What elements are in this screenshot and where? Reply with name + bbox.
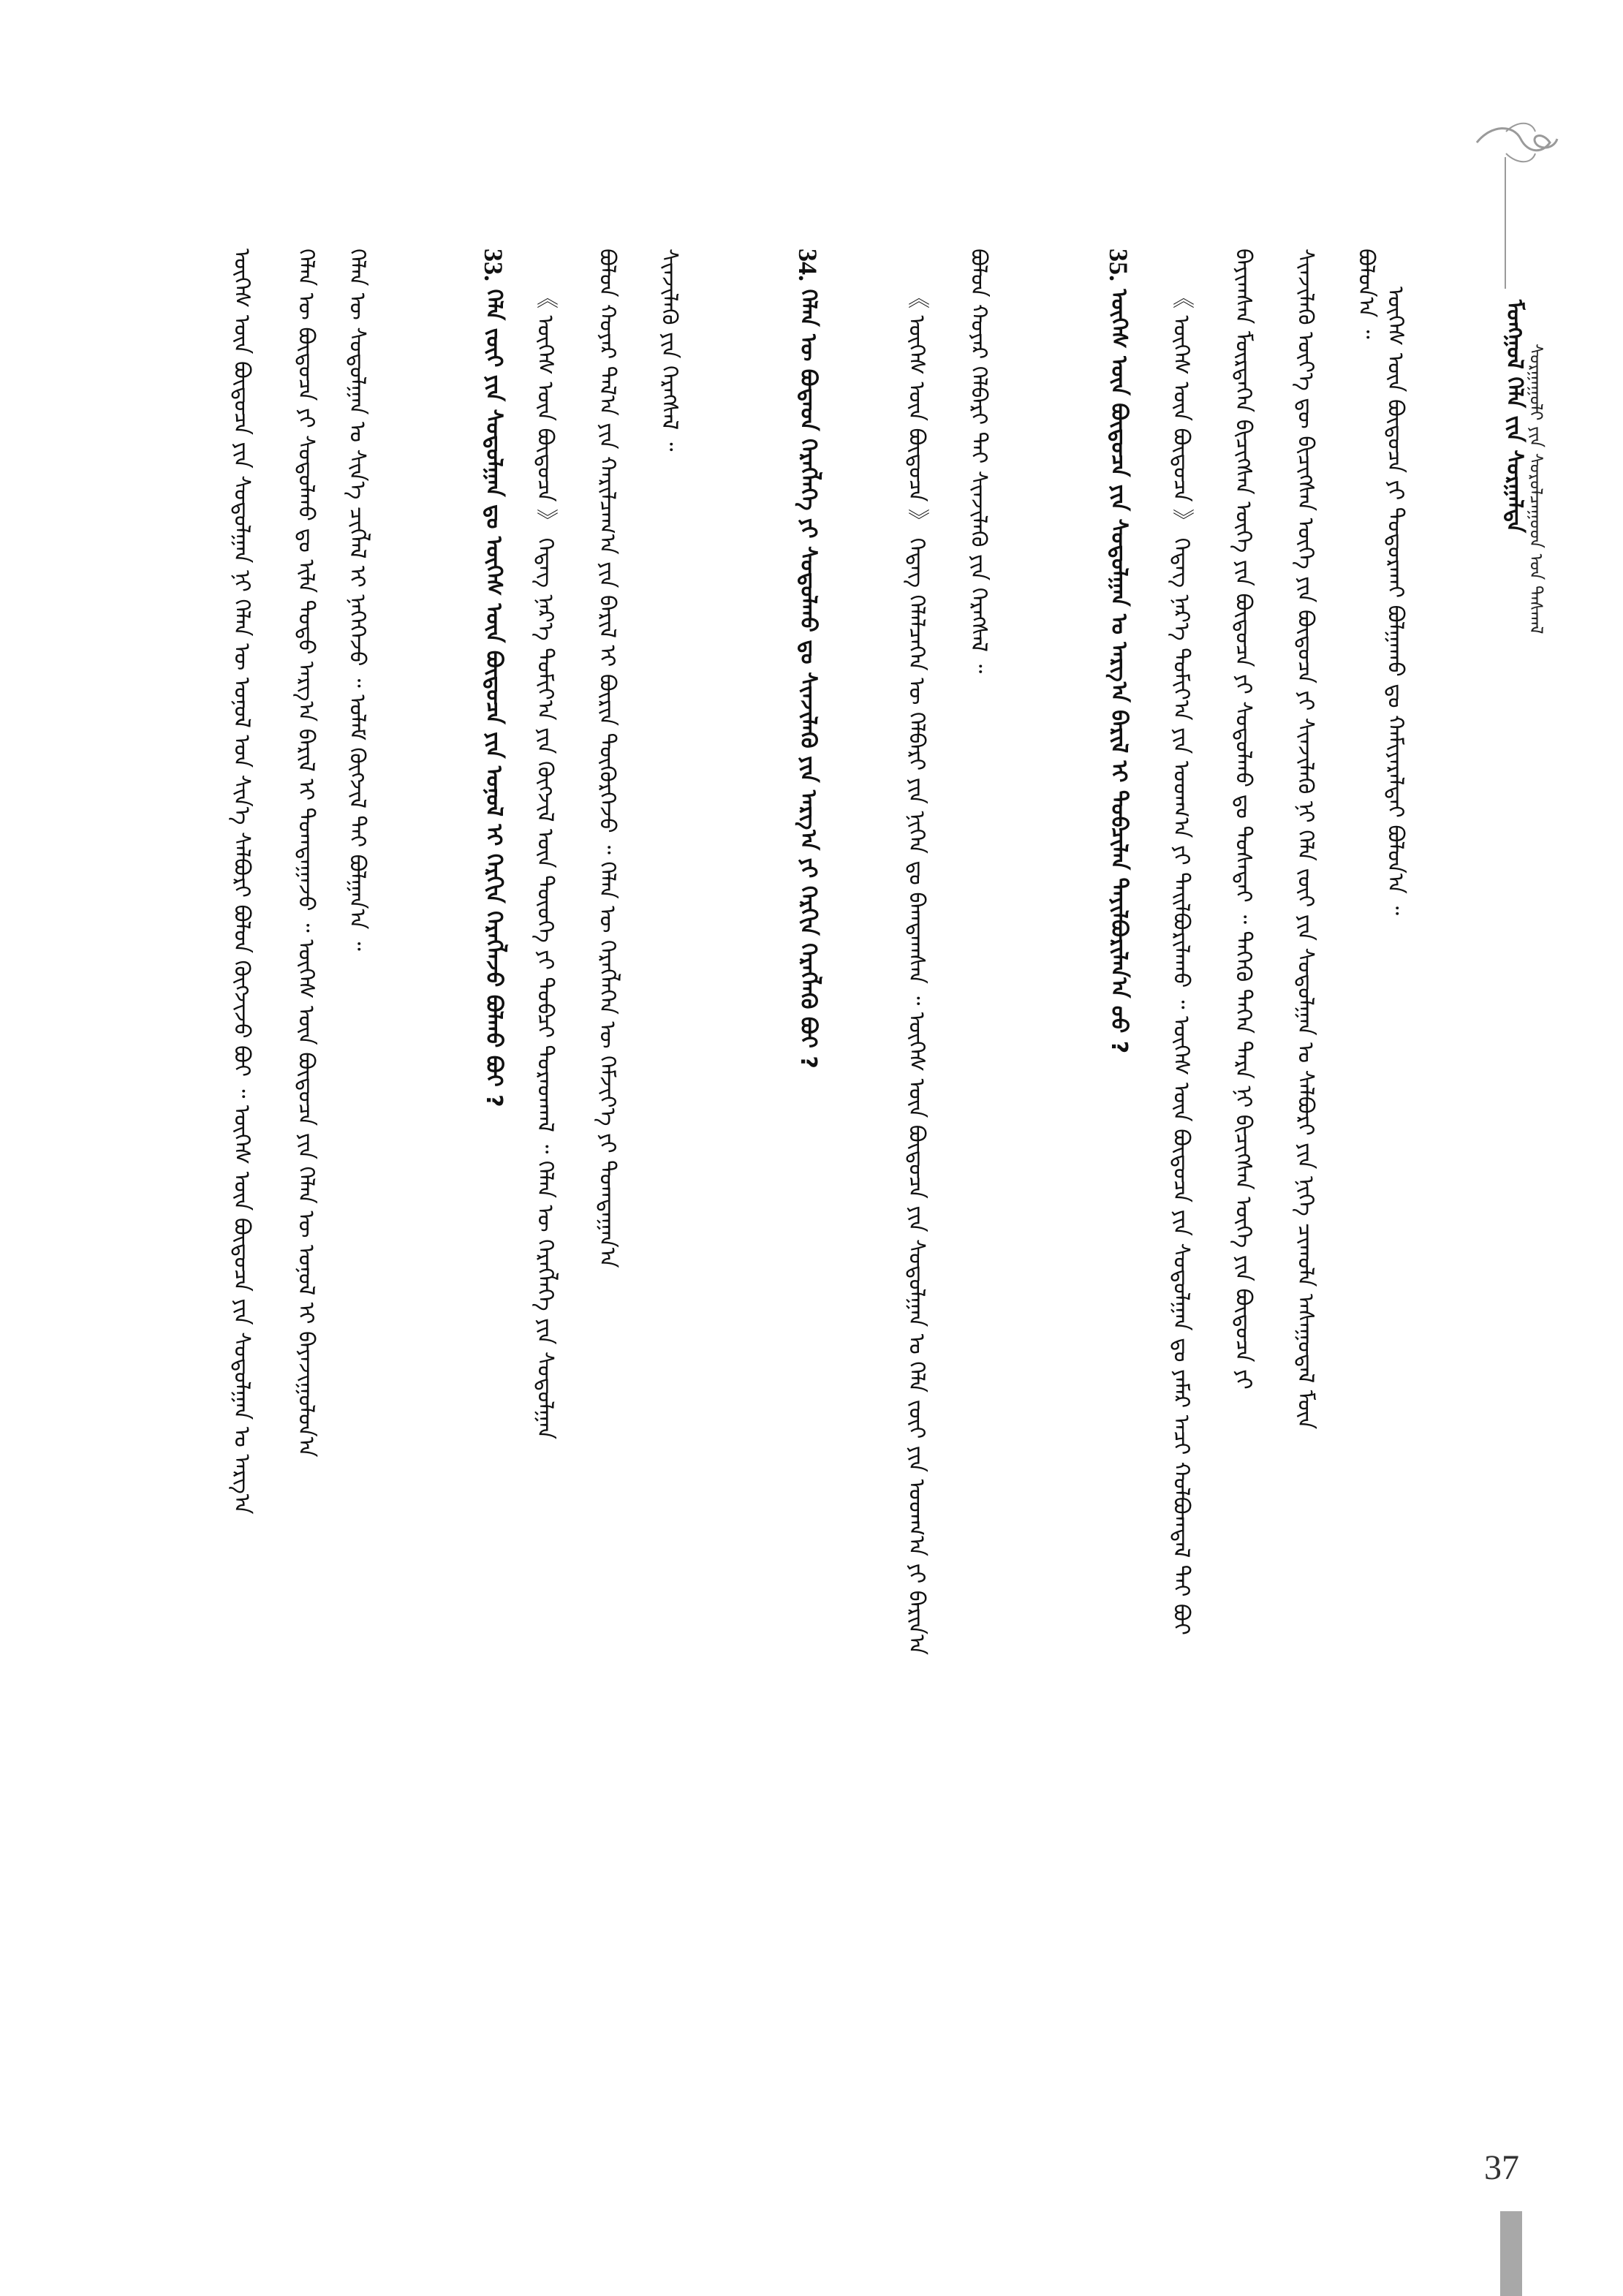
question-text: ᠦᠭᠡᠰ ᠦᠨ ᠪᠦᠲᠦᠴᠡ ᠶᠢᠨ ᠰᠤᠳᠤᠯᠭᠠᠨ ᠤ ᠠᠷᠭ᠎ᠠ ᠪᠠᠷᠢᠯ ᠢ ᠲᠣᠪᠴᠢᠯᠠᠨ ᠲᠠᠶᠢᠯᠪᠤᠷᠢᠯᠠᠨ᠎ᠠ ᠤᠤ ? [1106, 289, 1132, 1054]
text-column-3: ᠰᠢᠨᠵᠢᠯᠡᠬᠦ ᠦᠶ᠎ᠡ ᠳᠦ ᠪᠢᠴᠢᠭᠰᠡᠨ ᠦᠭᠡ ᠶᠢᠨ ᠪᠦᠲᠦᠴᠡ ᠶᠢ ᠰᠢᠨᠵᠢᠯᠡᠬᠦ ᠨᠢ ᠬᠡᠯᠡ ᠵᠦᠢ ᠶᠢᠨ ᠰᠤᠳᠤᠯᠭᠠᠨ ᠤ ᠰᠠᠯᠪᠤᠷᠢ ᠶᠢᠨ ᠨᠢᠭᠡ ᠴᠢᠬᠤᠯᠠ ᠠᠰᠠᠭᠤᠳᠠᠯ ᠮᠥᠨ [1293, 249, 1318, 1430]
question-text: ᠬᠡᠯᠡᠨ ᠦ ᠪᠣᠳᠠᠳ ᠬᠡᠷᠡᠭᠯᠡᠭᠡ ᠶᠢ ᠰᠤᠳᠤᠯᠬᠤ ᠳᠤ ᠰᠢᠨᠵᠢᠯᠡᠬᠦ ᠶᠢᠨ ᠠᠷᠭ᠎ᠠ ᠶᠢ ᠬᠡᠷᠬᠢᠨ ᠬᠡᠷᠡᠭᠯᠡᠬᠦ ᠪᠤᠢ ? [795, 289, 821, 1069]
question-35 [1104, 249, 1133, 1053]
text-column-10: ᠰᠢᠨᠵᠢᠯᠡᠬᠦ ᠶᠢᠨ ᠬᠡᠷᠡᠭᠰᠡᠯ ᠃ [657, 249, 682, 452]
text-column-2: ᠪᠣᠯᠣᠨ᠎ᠠ ᠃ [1353, 249, 1379, 339]
question-number: 33. [479, 249, 508, 281]
text-column-8: 《 ᠦᠭᠡᠰ ᠦᠨ ᠪᠦᠲᠦᠴᠡ 》 ᠭᠡᠳᠡᠭ ᠬᠡᠯᠡᠯᠴᠡᠭᠡᠨ ᠦ ᠬᠡᠯᠪᠡᠷᠢ ᠶᠢᠨ ᠨᠢᠭᠡᠨ ᠳᠤ ᠪᠠᠭᠲᠠᠭᠰᠠᠨ ᠃ ᠦᠭᠡᠰ ᠦᠨ ᠪᠦᠲᠦᠴᠡ ᠶᠢᠨ ᠰᠤᠳᠤᠯᠭᠠᠨ ᠤ ᠬᠡᠯᠡ ᠵᠦᠢ ᠶᠢᠨ ᠤᠳᠬ᠎ᠠ ᠶᠢ ᠪᠠᠷᠢᠨ᠎ᠠ [904, 287, 929, 1655]
side-tab-marker [1500, 2211, 1522, 2296]
text-column-15: ᠬᠡᠯᠡᠨ ᠦ ᠪᠦᠲᠦᠴᠡ ᠶᠢ ᠰᠤᠳᠤᠯᠬᠤ ᠳᠤ ᠢᠯᠡ ᠲᠣᠳᠣ ᠠᠷᠭ᠎ᠠ ᠪᠠᠷᠢᠯ ᠢ ᠲᠣᠭᠲᠠᠭᠠᠵᠤ ᠃ ᠦᠭᠡᠰ ᠦᠨ ᠪᠦᠲᠦᠴᠡ ᠶᠢᠨ ᠬᠡᠯᠡᠨ ᠦ ᠣᠨᠣᠯ ᠢ ᠪᠠᠶᠠᠵᠢᠭᠤᠯᠤᠨ᠎ᠠ [293, 249, 319, 1458]
running-header-subtitle: ᠰᠤᠷᠭᠠᠭᠤᠯᠢ ᠶᠢᠨ ᠰᠤᠷᠤᠯᠴᠠᠭᠤᠳ ᠤᠨ ᠳᠠᠰᠭᠠᠯ [1526, 344, 1546, 634]
text-column-5: 《 ᠦᠭᠡᠰ ᠦᠨ ᠪᠦᠲᠦᠴᠡ 》 ᠭᠡᠳᠡᠭ ᠨᠡᠷ᠎ᠡ ᠲᠣᠮᠢᠶ᠎ᠠ ᠶᠢᠨ ᠤᠳᠬ᠎ᠠ ᠶᠢ ᠲᠠᠢᠯᠪᠤᠷᠢᠯᠠᠬᠤ ᠃ ᠦᠭᠡᠰ ᠦᠨ ᠪᠦᠲᠦᠴᠡ ᠶᠢᠨ ᠰᠤᠳᠤᠯᠭᠠᠨ ᠳᠤ ᠶᠠᠮᠠᠷ ᠠᠴᠢ ᠬᠣᠯᠪᠣᠭᠳᠠᠯ ᠲᠠᠢ ᠪᠤᠢ [1168, 287, 1194, 1635]
header-ornament-icon [1462, 117, 1572, 168]
question-number: 35. [1104, 249, 1133, 281]
text-column-12: 《 ᠦᠭᠡᠰ ᠦᠨ ᠪᠦᠲᠦᠴᠡ 》 ᠭᠡᠳᠡᠭ ᠨᠡᠷ᠎ᠡ ᠲᠣᠮᠢᠶ᠎ᠠ ᠶᠢᠨ ᠬᠥᠭᠵᠢᠯ ᠦᠨ ᠲᠦᠦᠬᠡ ᠶᠢ ᠲᠣᠪᠴᠢ ᠳᠤᠷᠠᠳᠬᠠᠯ ᠃ ᠬᠡᠯᠡᠨ ᠦ ᠬᠡᠷᠡᠭᠯᠡᠭᠡ ᠶᠢᠨ ᠰᠤᠳᠤᠯᠭᠠᠨ [532, 287, 558, 1440]
text-column-11: ᠪᠣᠯᠣᠨ ᠬᠣᠶᠠᠷ ᠲᠠᠯ᠎ᠠ ᠶᠢᠨ ᠬᠠᠷᠢᠯᠴᠠᠭ᠎ᠠ ᠶᠢᠨ ᠪᠠᠷᠢᠯ ᠢ ᠪᠦᠷᠢᠨ ᠳᠦᠭᠦᠷᠭᠡᠵᠦ ᠃ ᠬᠡᠯᠡᠨ ᠦ ᠬᠡᠷᠡᠭᠯᠡᠭᠡᠨ ᠦ ᠬᠡᠮᠵᠢᠶ᠎ᠡ ᠶᠢ ᠲᠣᠭᠲᠠᠭᠠᠨ᠎ᠠ [594, 249, 620, 1268]
text-column-16: ᠦᠭᠡᠰ ᠦᠨ ᠪᠦᠲᠦᠴᠡ ᠶᠢᠨ ᠰᠤᠳᠤᠯᠭᠠᠨ ᠨᠢ ᠬᠡᠯᠡᠨ ᠦ ᠣᠨᠣᠯ ᠤᠨ ᠰᠢᠨ᠎ᠡ ᠰᠠᠯᠪᠤᠷᠢ ᠪᠣᠯᠣᠨ ᠬᠥᠭᠵᠢᠵᠦ ᠪᠤᠢ ᠃ ᠦᠭᠡᠰ ᠦᠨ ᠪᠦᠲᠦᠴᠡ ᠶᠢᠨ ᠰᠤᠳᠤᠯᠭᠠᠨ ᠤ ᠠᠷᠭ᠎ᠠ [229, 249, 254, 1515]
header-rule [1505, 157, 1506, 289]
text-column-7: ᠪᠣᠯᠣᠨ ᠬᠣᠶᠠᠷ ᠬᠡᠯᠪᠡᠷᠢ ᠲᠠᠢ ᠰᠢᠨᠵᠢᠯᠡᠬᠦ ᠶᠢᠨ ᠬᠡᠷᠡᠭᠰᠡᠯ ᠃ [966, 249, 991, 674]
text-column-4: ᠪᠠᠶᠢᠭᠰᠠᠨ ᠮᠥᠷᠲᠡᠭᠡᠨ ᠪᠢᠴᠢᠭᠰᠡᠨ ᠦᠭᠡ ᠶᠢᠨ ᠪᠦᠲᠦᠴᠡ ᠶᠢ ᠰᠤᠳᠤᠯᠬᠤ ᠳᠤ ᠲᠤᠰᠠᠲᠠᠢ ᠃ ᠲᠡᠭᠡᠬᠦ ᠳᠡᠭᠡᠨ ᠲᠡᠷᠡ ᠨᠢ ᠪᠢᠴᠢᠭᠰᠡᠨ ᠦᠭᠡ ᠶᠢᠨ ᠪᠦᠲᠦᠴᠡ ᠶᠢ [1230, 249, 1256, 1390]
text-column-14: ᠬᠡᠯᠡᠨ ᠦ ᠰᠤᠳᠤᠯᠭᠠᠨ ᠤ ᠰᠢᠨ᠎ᠡ ᠴᠢᠭᠯᠡᠯ ᠢ ᠨᠡᠭᠡᠭᠡᠵᠦ ᠃ ᠤᠯᠠᠮ ᠬᠥᠭᠵᠢᠯ ᠲᠠᠢ ᠪᠣᠯᠭᠠᠨ᠎ᠠ ᠃ [344, 249, 370, 951]
running-header-title: ᠮᠣᠩᠭᠣᠯ ᠬᠡᠯᠡ ᠵᠢᠨ ᠰᠤᠷᠭᠠᠯᠲᠠ [1502, 300, 1527, 533]
question-33 [479, 249, 508, 1107]
page-number: 37 [1484, 2148, 1519, 2187]
text-column-1: ᠦᠭᠡᠰ ᠦᠨ ᠪᠦᠲᠦᠴᠡ ᠶᠢ ᠲᠣᠳᠣᠷᠬᠠᠢ ᠪᠣᠯᠭᠠᠬᠤ ᠳᠤ ᠬᠠᠮᠢᠶᠠᠷᠠᠯᠲᠠᠢ ᠪᠣᠯᠣᠨ᠎ᠠ ᠃ [1382, 287, 1408, 916]
question-number: 34. [793, 249, 822, 281]
question-34 [793, 249, 822, 1069]
question-text: ᠬᠡᠯᠡ ᠵᠦᠢ ᠶᠢᠨ ᠰᠤᠳᠤᠯᠭᠠᠨ ᠳᠤ ᠦᠭᠡᠰ ᠦᠨ ᠪᠦᠲᠦᠴᠡ ᠶᠢᠨ ᠣᠨᠣᠯ ᠢ ᠬᠡᠷᠬᠢᠨ ᠬᠡᠷᠡᠭᠯᠡᠵᠦ ᠪᠣᠯᠬᠤ ᠪᠤᠢ ? [481, 289, 507, 1107]
